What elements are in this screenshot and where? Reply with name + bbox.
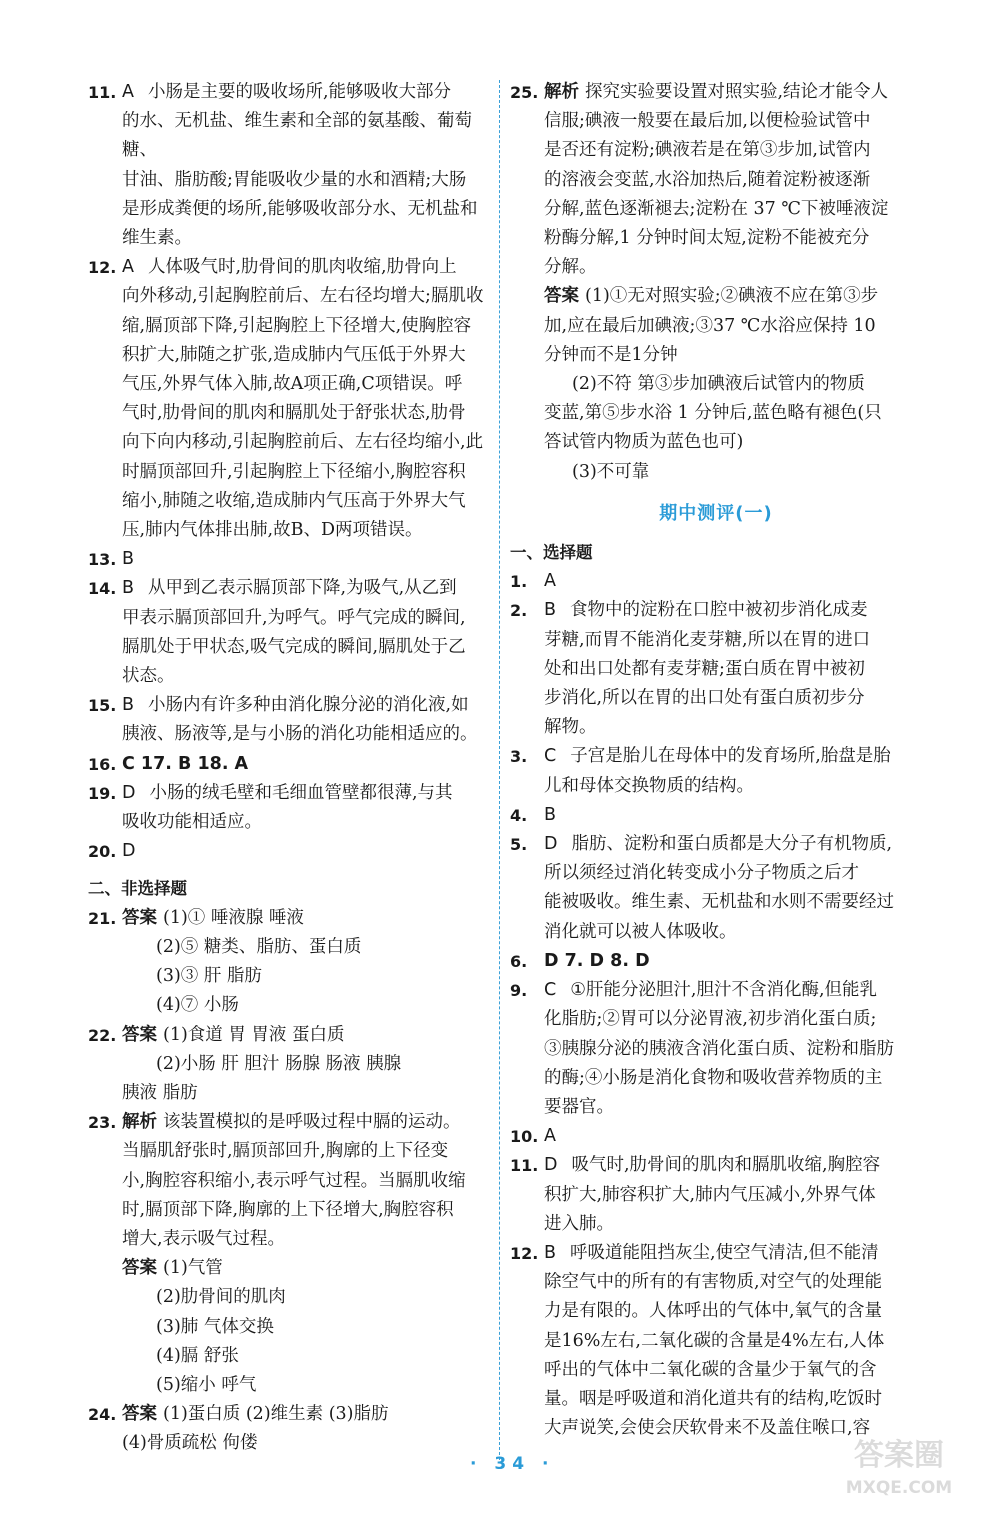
- explanation-line: 小肠的绒毛壁和毛细血管壁都很薄,与其: [149, 782, 453, 803]
- question-number: 1.: [510, 572, 528, 592]
- right-column: [510, 78, 922, 1443]
- question-number: 6.: [510, 951, 528, 971]
- question-number: 20.: [88, 842, 117, 862]
- explanation-line: 食物中的淀粉在口腔中被初步消化成麦: [570, 600, 868, 621]
- answer-choice: D: [544, 1155, 558, 1176]
- explanation-line: ③胰腺分泌的胰液含消化蛋白质、淀粉和脂肪: [544, 1038, 894, 1059]
- answer-6-8: [510, 947, 922, 976]
- explanation-line: 积扩大,肺容积扩大,肺内气压减小,外界气体: [544, 1184, 876, 1205]
- answer-line: (2)肋骨间的肌肉: [156, 1287, 286, 1308]
- explanation-line: 甘油、脂肪酸;胃能吸收少量的水和酒精;大肠: [122, 169, 467, 190]
- question-number: 23.: [88, 1113, 117, 1133]
- answer-10: [510, 1122, 922, 1151]
- explanation-line: 进入肺。: [544, 1213, 614, 1234]
- answer-line: 分钟而不是1分钟: [544, 344, 678, 365]
- explanation-line: 缩小,肺随之收缩,造成肺内气压高于外界大气: [122, 490, 466, 511]
- answer-line: (3)肺 气体交换: [156, 1316, 274, 1337]
- answer-choice: D: [544, 834, 558, 855]
- explanation-line: 小肠是主要的吸收场所,能够吸收大部分: [147, 82, 452, 102]
- answer-line: (5)缩小 呼气: [156, 1374, 257, 1395]
- answer-keyword: 答案: [122, 1024, 157, 1045]
- explanation-line: 信服;碘液一般要在最后加,以便检验试管中: [544, 111, 871, 132]
- explanation-line: 胰液、肠液等,是与小肠的消化功能相适应的。: [122, 724, 478, 745]
- answer-14: [88, 574, 490, 691]
- explanation-line: 气压,外界气体入肺,故A项正确,C项错误。呼: [122, 374, 463, 395]
- section-heading: 二、非选择题: [88, 879, 187, 899]
- answer-keyword: 答案: [544, 286, 579, 307]
- answer-choice: D: [122, 841, 136, 862]
- answer-line: (4)骨质疏松 佝偻: [122, 1433, 258, 1454]
- explanation-line: 甲表示膈顶部回升,为呼气。呼气完成的瞬间,: [122, 607, 466, 628]
- answer-choice: A: [122, 257, 134, 278]
- answer-group: C 17. B 18. A: [122, 753, 249, 774]
- answer-choice: C: [544, 746, 557, 767]
- answer-line: (1)① 唾液腺 唾液: [163, 907, 304, 928]
- answer-20: [88, 837, 490, 866]
- explanation-line: 缩,膈顶部下降,引起胸腔上下径增大,使胸腔容: [122, 315, 472, 336]
- explanation-line: 探究实验要设置对照实验,结论才能令人: [585, 82, 889, 102]
- explanation-line: 气时,肋骨间的肌肉和膈肌处于舒张状态,肋骨: [122, 403, 466, 424]
- explanation-line: 要器官。: [544, 1096, 614, 1117]
- section-title: 期中测评(一): [659, 502, 773, 524]
- answer-line: 答试管内物质为蓝色也可): [544, 432, 744, 453]
- column-divider: [499, 80, 500, 1460]
- explanation-line: 呼出的气体中二氧化碳的含量少于氧气的含: [544, 1359, 877, 1380]
- answer-line: (2)不符 第③步加碘液后试管内的物质: [572, 374, 865, 395]
- explanation-line: 儿和母体交换物质的结构。: [544, 775, 754, 796]
- answer-choice: B: [544, 600, 557, 621]
- answer-line: (3)③ 肝 脂肪: [156, 966, 262, 987]
- explanation-line: 积扩大,肺随之扩张,造成肺内气压低于外界大: [122, 344, 466, 365]
- explanation-line: 解物。: [544, 717, 597, 738]
- answer-choice: B: [122, 578, 135, 599]
- answer-choice: A: [544, 1126, 556, 1147]
- answer-12: [88, 253, 490, 545]
- explanation-line: ①肝能分泌胆汁,胆汁不含消化酶,但能乳: [570, 980, 878, 1001]
- explanation-line: 分解。: [544, 257, 597, 278]
- answer-choice: A: [122, 82, 134, 102]
- page-number: · 34 ·: [470, 1454, 555, 1474]
- explanation-line: 吸气时,肋骨间的肌肉和膈肌收缩,胸腔容: [571, 1155, 881, 1176]
- explanation-line: 当膈肌舒张时,膈顶部回升,胸廓的上下径变: [122, 1141, 449, 1162]
- explanation-line: 除空气中的所有的有害物质,对空气的处理能: [544, 1272, 883, 1293]
- answer-line: 加,应在最后加碘液;③37 ℃水浴应保持 10: [544, 315, 876, 336]
- question-number: 13.: [88, 550, 117, 570]
- explanation-line: 步消化,所以在胃的出口处有蛋白质初步分: [544, 688, 865, 709]
- answer-line: (3)不可靠: [572, 461, 650, 482]
- answer-line: 胰液 脂肪: [122, 1082, 198, 1103]
- question-number: 11.: [88, 83, 117, 102]
- answer-16-18: [88, 750, 490, 779]
- explanation-line: 压,肺内气体排出肺,故B、D两项错误。: [122, 520, 423, 541]
- answer-3: [510, 742, 922, 800]
- answer-keyword: 答案: [122, 1258, 157, 1279]
- answer-15: [88, 691, 490, 749]
- answer-choice: B: [122, 549, 135, 570]
- explanation-line: 维生素。: [122, 228, 192, 249]
- explanation-line: 大声说笑,会使会厌软骨来不及盖住喉口,容: [544, 1418, 871, 1439]
- explanation-line: 是否还有淀粉;碘液若是在第③步加,试管内: [544, 140, 871, 161]
- question-number: 11.: [510, 1156, 539, 1176]
- question-number: 15.: [88, 696, 117, 716]
- answer-keyword: 答案: [122, 907, 157, 928]
- answer-21: [88, 904, 490, 933]
- explanation-line: 分解,蓝色逐渐褪去;淀粉在 37 ℃下被唾液淀: [544, 198, 889, 219]
- answer-12-right: [510, 1239, 922, 1443]
- answer-group: D 7. D 8. D: [544, 950, 650, 971]
- answer-line: (1)气管: [163, 1258, 223, 1279]
- question-number: 10.: [510, 1127, 539, 1147]
- answer-choice: B: [122, 695, 135, 716]
- question-number: 25.: [510, 83, 539, 102]
- question-number: 16.: [88, 754, 117, 774]
- watermark-text-bottom: MXQE.COM: [845, 1478, 953, 1498]
- question-number: 12.: [88, 258, 117, 278]
- question-number: 12.: [510, 1243, 539, 1263]
- explanation-line: 子宫是胎儿在母体中的发育场所,胎盘是胎: [570, 746, 891, 767]
- answer-line: (2)⑤ 糖类、脂肪、蛋白质: [156, 936, 362, 957]
- answer-5: [510, 830, 922, 947]
- answer-choice: D: [122, 782, 136, 803]
- question-number: 19.: [88, 783, 117, 803]
- answer-choice: A: [544, 571, 556, 592]
- explanation-line: 呼吸道能阻挡灰尘,使空气清洁,但不能清: [570, 1242, 879, 1263]
- explanation-line: 处和出口处都有麦芽糖;蛋白质在胃中被初: [544, 658, 865, 679]
- answer-line: (2)小肠 肝 胆汁 肠腺 肠液 胰腺: [156, 1053, 402, 1074]
- answer-22: [88, 1021, 490, 1050]
- explanation-line: 脂肪、淀粉和蛋白质都是大分子有机物质,: [571, 834, 893, 855]
- watermark-text-top: 答案圈: [854, 1438, 944, 1473]
- analysis-keyword: 解析: [122, 1112, 157, 1133]
- answer-25: [510, 78, 922, 370]
- answer-line: (4)⑦ 小肠: [156, 995, 239, 1016]
- explanation-line: 量。咽是呼吸道和消化道共有的结构,吃饭时: [544, 1388, 883, 1409]
- explanation-line: 能被吸收。维生素、无机盐和水则不需要经过: [544, 892, 894, 913]
- answer-line: (1)食道 胃 胃液 蛋白质: [163, 1024, 345, 1045]
- explanation-line: 化脂肪;②胃可以分泌胃液,初步消化蛋白质;: [544, 1009, 877, 1030]
- answer-11-right: [510, 1151, 922, 1239]
- answer-keyword: 答案: [122, 1404, 157, 1425]
- explanation-line: 的酶;④小肠是消化食物和吸收营养物质的主: [544, 1067, 883, 1088]
- explanation-line: 所以须经过消化转变成小分子物质之后才: [544, 863, 859, 884]
- answer-2: [510, 596, 922, 742]
- question-number: 14.: [88, 579, 117, 599]
- answer-4: [510, 801, 922, 830]
- explanation-line: 是形成粪便的场所,能够吸收部分水、无机盐和: [122, 198, 478, 219]
- answer-choice: C: [544, 980, 557, 1001]
- explanation-line: 状态。: [122, 666, 175, 687]
- explanation-line: 粉酶分解,1 分钟时间太短,淀粉不能被充分: [544, 228, 870, 249]
- explanation-line: 芽糖,而胃不能消化麦芽糖,所以在胃的进口: [544, 629, 871, 650]
- answer-line: (1)蛋白质 (2)维生素 (3)脂肪: [163, 1404, 389, 1425]
- question-number: 3.: [510, 747, 528, 767]
- explanation-line: 吸收功能相适应。: [122, 812, 262, 833]
- explanation-line: 是16%左右,二氧化碳的含量是4%左右,人体: [544, 1330, 885, 1351]
- question-number: 5.: [510, 835, 528, 855]
- answer-24: [88, 1400, 490, 1458]
- question-number: 22.: [88, 1025, 117, 1045]
- answer-line: 变蓝,第⑤步水浴 1 分钟后,蓝色略有褪色(只: [544, 403, 882, 424]
- explanation-line: 的水、无机盐、维生素和全部的氨基酸、葡萄糖、: [122, 111, 472, 161]
- answer-19: [88, 779, 490, 837]
- question-number: 9.: [510, 981, 528, 1001]
- explanation-line: 向外移动,引起胸腔前后、左右径均增大;膈肌收: [122, 286, 484, 307]
- explanation-line: 人体吸气时,肋骨间的肌肉收缩,肋骨向上: [147, 257, 457, 278]
- answer-line: (4)膈 舒张: [156, 1345, 239, 1366]
- answer-choice: B: [544, 804, 557, 825]
- answer-9: [510, 976, 922, 1122]
- explanation-line: 小肠内有许多种由消化腺分泌的消化液,如: [148, 695, 469, 716]
- explanation-line: 的溶液会变蓝,水浴加热后,随着淀粉被逐渐: [544, 169, 871, 190]
- explanation-line: 增大,表示吸气过程。: [122, 1228, 286, 1249]
- question-number: 24.: [88, 1405, 117, 1425]
- explanation-line: 膈肌处于甲状态,吸气完成的瞬间,膈肌处于乙: [122, 636, 466, 657]
- answer-1: [510, 567, 922, 596]
- explanation-line: 时,膈顶部下降,胸廓的上下径增大,胸腔容积: [122, 1199, 454, 1220]
- explanation-line: 力是有限的。人体呼出的气体中,氧气的含量: [544, 1301, 883, 1322]
- analysis-keyword: 解析: [544, 82, 579, 102]
- explanation-line: 从甲到乙表示膈顶部下降,为吸气,从乙到: [148, 578, 457, 599]
- question-number: 2.: [510, 601, 528, 621]
- left-column: [88, 78, 490, 1459]
- explanation-line: 消化就可以被人体吸收。: [544, 921, 737, 942]
- watermark-logo: [817, 1431, 982, 1501]
- explanation-line: 时膈顶部回升,引起胸腔上下径缩小,胸腔容积: [122, 461, 466, 482]
- answer-11: [88, 78, 490, 253]
- section-heading: 一、选择题: [510, 543, 593, 563]
- answer-23: [88, 1108, 490, 1283]
- answer-line: (1)①无对照实验;②碘液不应在第③步: [585, 286, 879, 307]
- question-number: 21.: [88, 908, 117, 928]
- question-number: 4.: [510, 805, 528, 825]
- explanation-line: 该装置模拟的是呼吸过程中膈的运动。: [163, 1112, 461, 1133]
- explanation-line: 小,胸腔容积缩小,表示呼气过程。当膈肌收缩: [122, 1170, 466, 1191]
- explanation-line: 向下向内移动,引起胸腔前后、左右径均缩小,此: [122, 432, 484, 453]
- answer-13: [88, 545, 490, 574]
- answer-choice: B: [544, 1242, 557, 1263]
